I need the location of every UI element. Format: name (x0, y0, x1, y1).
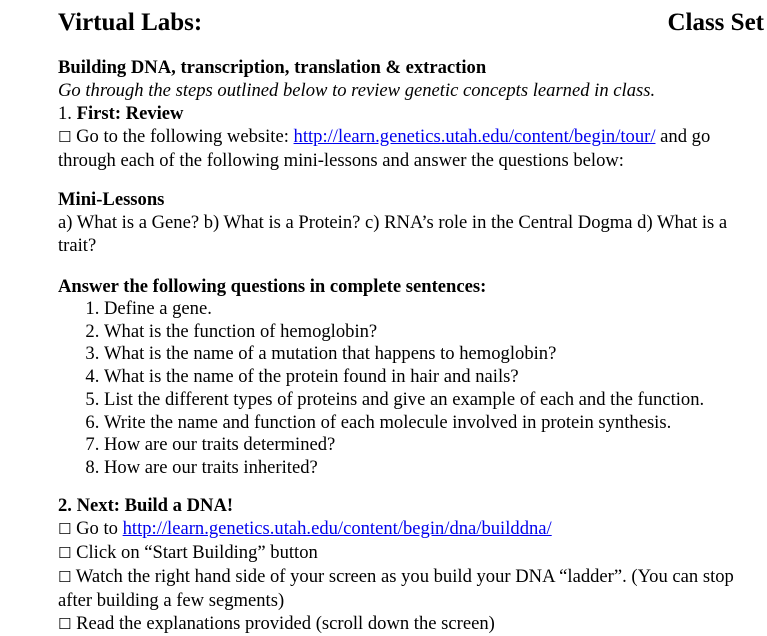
checkbox-icon[interactable]: ☐ (58, 128, 72, 146)
instruction-text-suffix: and go through each of the following mini-lessons and answer the questions below: (58, 126, 711, 171)
step-text: Click on “Start Building” button (76, 541, 318, 563)
section1-instruction (58, 125, 760, 172)
checkbox-icon[interactable]: ☐ (58, 567, 72, 586)
section2-step-1 (58, 517, 760, 541)
tour-link[interactable]: http://learn.genetics.utah.edu/content/begin/tour/ (293, 126, 656, 147)
questions-list (58, 298, 760, 480)
builddna-link[interactable]: http://learn.genetics.utah.edu/content/begin/dna/builddna/ (122, 517, 552, 539)
lab-heading: Building DNA, transcription, translation & extraction (58, 57, 487, 78)
section2-step-4 (58, 612, 760, 636)
step-text: Go to (76, 517, 118, 539)
intro-text: Go through the steps outlined below to review genetic concepts learned in class. (58, 80, 656, 101)
class-set-label: Class Set (667, 9, 764, 36)
question-item: 5. List the different types of proteins and give an example of each and the function. (104, 389, 760, 412)
checkbox-icon[interactable]: ☐ (58, 519, 72, 538)
step-text: Watch the right hand side of your screen as you build your DNA “ladder”. (You can stop after building a few segments) (58, 565, 734, 611)
section-number: 1. (58, 103, 72, 124)
question-item: 8. How are our traits inherited? (104, 457, 760, 480)
page-title: Virtual Labs: (58, 9, 203, 36)
question-item: 7. How are our traits determined? (104, 434, 760, 457)
question-item: 2. What is the function of hemoglobin? (104, 321, 760, 344)
section1-heading (58, 102, 760, 125)
checkbox-icon[interactable]: ☐ (58, 614, 72, 633)
section2-title: 2. Next: Build a DNA! (58, 494, 234, 516)
section2-step-2 (58, 541, 760, 565)
instruction-text: Go to the following website: (76, 126, 289, 147)
title-row (58, 8, 764, 38)
mini-lessons-text: a) What is a Gene? b) What is a Protein? c) RNA’s role in the Central Dogma d) What is a trait? (58, 212, 728, 256)
step-text: Read the explanations provided (scroll down the screen) (76, 612, 495, 634)
question-item: 4. What is the name of the protein found in hair and nails? (104, 366, 760, 389)
section2-step-3 (58, 565, 760, 612)
checkbox-icon[interactable]: ☐ (58, 543, 72, 562)
questions-title: Answer the following questions in complete sentences: (58, 276, 487, 297)
mini-lessons-title: Mini-Lessons (58, 189, 165, 210)
question-item: 6. Write the name and function of each molecule involved in protein synthesis. (104, 412, 760, 435)
question-item: 1. Define a gene. (104, 298, 760, 321)
question-item: 3. What is the name of a mutation that happens to hemoglobin? (104, 343, 760, 366)
section-title: First: Review (76, 103, 184, 124)
document-page (58, 8, 764, 636)
